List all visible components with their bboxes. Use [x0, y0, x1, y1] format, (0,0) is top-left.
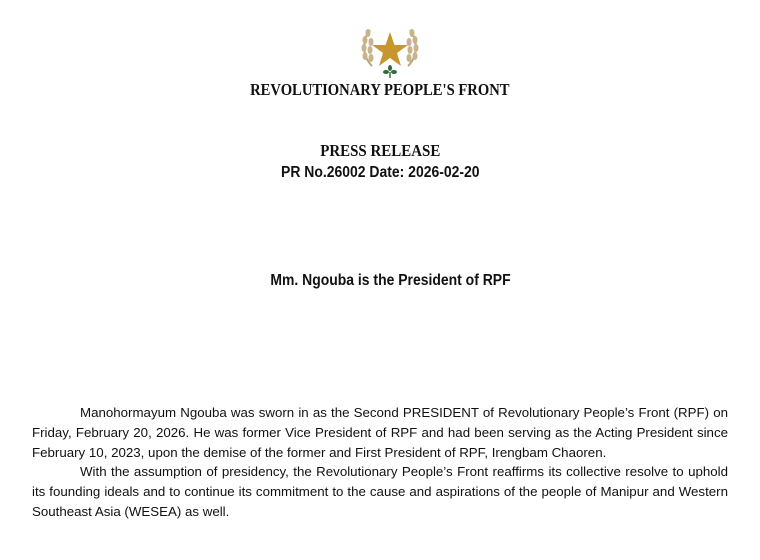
article-body — [32, 403, 728, 522]
organization-name: REVOLUTIONARY PEOPLE'S FRONT — [250, 80, 510, 99]
paragraph: Manohormayum Ngouba was sworn in as the Second PRESIDENT of Revolutionary People’s Front (RPF) on Friday, February 20, 2026. He was former Vice President of RPF and had been serving as the Acting President since February 10, 2023, upon the demise of the former and First President of RPF, Irengbam Chaoren. — [32, 405, 728, 460]
press-release-number-date: PR No.26002 Date: 2026-02-20 — [280, 164, 480, 181]
paragraph: With the assumption of presidency, the Revolutionary People’s Front reaffirms its collective resolve to uphold its founding ideals and to continue its commitment to the cause and aspirations of the people of Manipur and Western Southeast Asia (WESEA) as well. — [32, 464, 728, 519]
article-heading: Mm. Ngouba is the President of RPF — [269, 272, 511, 289]
rpf-emblem-logo — [358, 26, 422, 80]
press-release-label: PRESS RELEASE — [319, 141, 441, 160]
